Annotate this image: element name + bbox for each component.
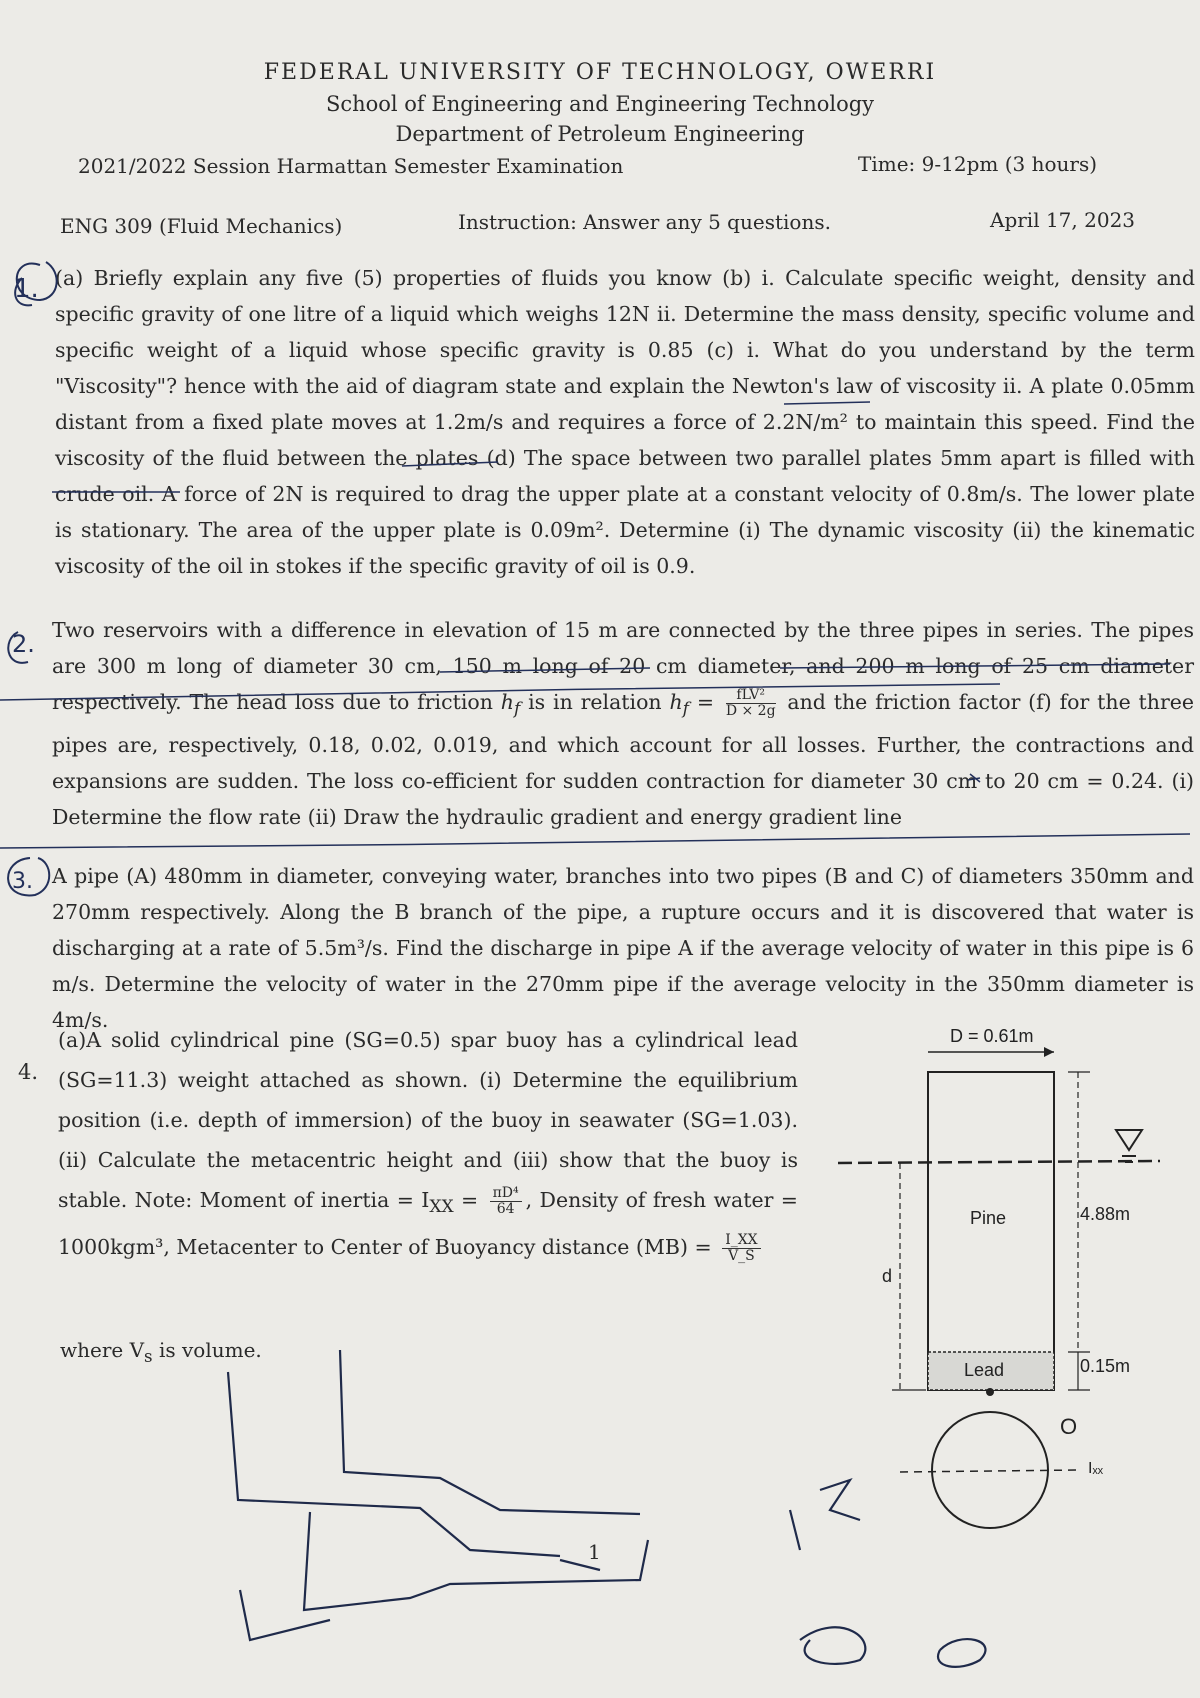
question-2-text-b: is in relation xyxy=(520,690,670,714)
question-2-text-c: and the friction factor (f) for the three pipes are, respectively, 0.18, 0.02, 0.019, and which account for all losses. Further, the contractions and expansions are sudden. The loss co-efficient for sudden contraction for diameter 30 cm to 20 cm = 0.24. (i) Determine the flow rate (ii) Draw the hydraulic gradient and energy gradient line xyxy=(52,690,1195,830)
head-loss-formula: $\frac{\text{fLV²}}{D \times 2g}$ xyxy=(725,687,776,719)
question-2-text-a: Two reservoirs with a difference in elevation of 15 m are connected by the three pipes in series. The pipes are 300 m long of diameter 30 cm, 150 m long of 20 cm diameter, and 200 m long of 25 cm diameter respectively. The head loss due to friction xyxy=(52,618,1194,714)
pipe-sketch-scribble xyxy=(228,1350,985,1667)
page-number: 1 xyxy=(588,1540,601,1564)
q3-mark: 3. xyxy=(12,869,33,894)
exam-session: 2021/2022 Session Harmattan Semester Examination xyxy=(78,154,624,178)
handwritten-circles xyxy=(8,262,57,895)
question-4-note: where $V_s$ is volume. xyxy=(60,1338,262,1366)
exam-time: Time: 9-12pm (3 hours) xyxy=(858,152,1098,176)
q1-mark: 1. xyxy=(14,274,39,304)
department-name: Department of Petroleum Engineering xyxy=(395,122,805,146)
question-4-number: 4. xyxy=(18,1060,39,1084)
hf-symbol: $h_f$ xyxy=(500,690,521,720)
ixx-label: Iₓₓ xyxy=(1088,1460,1103,1477)
question-2: Two reservoirs with a difference in elevation of 15 m are connected by the three pipes in series. The pipes are 300 m long of diameter 30 cm, 150 m long of 20 cm diameter, and 200 m long of 25 cm diameter respectively. The head loss due to friction $h_f$ is in relation $h_f$ = $\frac{\text{fLV²}}{D \times 2g}$ and the friction factor (f) for the three pipes are, respectively, 0.18, 0.02, 0.019, and which account for all losses. Further, the contractions and expansions are sudden. The loss co-efficient for sudden contraction for diameter 30 cm to 20 cm = 0.24. (i) Determine the flow rate (ii) Draw the hydraulic gradient and energy gradient line xyxy=(52,618,1195,830)
lead-height-label: 0.15m xyxy=(1080,1356,1131,1376)
height-label: 4.88m xyxy=(1080,1204,1131,1224)
buoy-diagram xyxy=(838,1047,1160,1528)
q2-mark: 2. xyxy=(12,630,35,658)
exam-date: April 17, 2023 xyxy=(990,208,1136,232)
mb-formula: $\frac{I\_XX}{V\_S}$ xyxy=(722,1233,760,1264)
center-label: O xyxy=(1060,1414,1078,1439)
depth-label: d xyxy=(882,1266,893,1286)
question-4-text-a: (a)A solid cylindrical pine (SG=0.5) spar buoy has a cylindrical lead (SG=11.3) weight attached as shown. (i) Determine the equilibrium position (i.e. depth of immersion) of the buoy in seawater (SG=1.03). (ii) Calculate the metacentric height and (iii) show that the buoy is stable. Note: Moment of inertia = I xyxy=(58,1028,798,1212)
handwritten-underlines xyxy=(0,402,1190,848)
lead-label: Lead xyxy=(964,1360,1005,1380)
question-4-text-b: , Density of fresh water = 1000kgm³, Metacenter to Center of Buoyancy distance (MB) = xyxy=(58,1188,798,1260)
university-name: FEDERAL UNIVERSITY OF TECHNOLOGY, OWERRI xyxy=(263,60,937,85)
moment-of-inertia-formula: $\frac{\text{πD⁴}}{64}$ xyxy=(490,1186,522,1217)
diameter-label: D = 0.61m xyxy=(950,1026,1034,1046)
question-1-text: (a) Briefly explain any five (5) properties of fluids you know (b) i. Calculate specific weight, density and specific gravity of one litre of a liquid which weighs 12N ii. Determine the mass density, specific volume and specific weight of a liquid whose specific gravity is 0.85 (c) i. What do you understand by the term "Viscosity"? hence with the aid of diagram state and explain the Newton's law of viscosity ii. A plate 0.05mm distant from a fixed plate moves at 1.2m/s and requires a force of 2.2N/m² to maintain this speed. Find the viscosity of the fluid between the plates (d) The space between two parallel plates 5mm apart is filled with crude oil. A force of 2N is required to drag the upper plate at a constant velocity of 0.8m/s. The lower plate is stationary. The area of the upper plate is 0.09m². Determine (i) The dynamic viscosity (ii) the kinematic viscosity of the oil in stokes if the specific gravity of oil is 0.9. xyxy=(55,266,1195,578)
course-title: ENG 309 (Fluid Mechanics) xyxy=(60,214,343,238)
school-name: School of Engineering and Engineering Technology xyxy=(325,92,875,116)
instruction: Instruction: Answer any 5 questions. xyxy=(458,210,831,234)
question-3-text: A pipe (A) 480mm in diameter, conveying water, branches into two pipes (B and C) of diameters 350mm and 270mm respectively. Along the B branch of the pipe, a rupture occurs and it is discovered that water is discharging at a rate of 5.5m³/s. Find the discharge in pipe A if the average velocity of water in this pipe is 6 m/s. Determine the velocity of water in the 270mm pipe if the average velocity in the 350mm diameter is 4m/s. xyxy=(52,864,1194,1032)
pine-label: Pine xyxy=(970,1208,1007,1228)
question-4: (a)A solid cylindrical pine (SG=0.5) spar buoy has a cylindrical lead (SG=11.3) weight attached as shown. (i) Determine the equilibrium position (i.e. depth of immersion) of the buoy in seawater (SG=1.03). (ii) Calculate the metacentric height and (iii) show that the buoy is stable. Note: Moment of inertia = $I_{XX}$ = $\frac{\text{πD⁴}}{64}$ , Density of fresh water = 1000kgm³, Metacenter to Center of Buoyancy distance (MB) = $\frac{I\_XX}{V\_S}$ xyxy=(58,1028,798,1265)
